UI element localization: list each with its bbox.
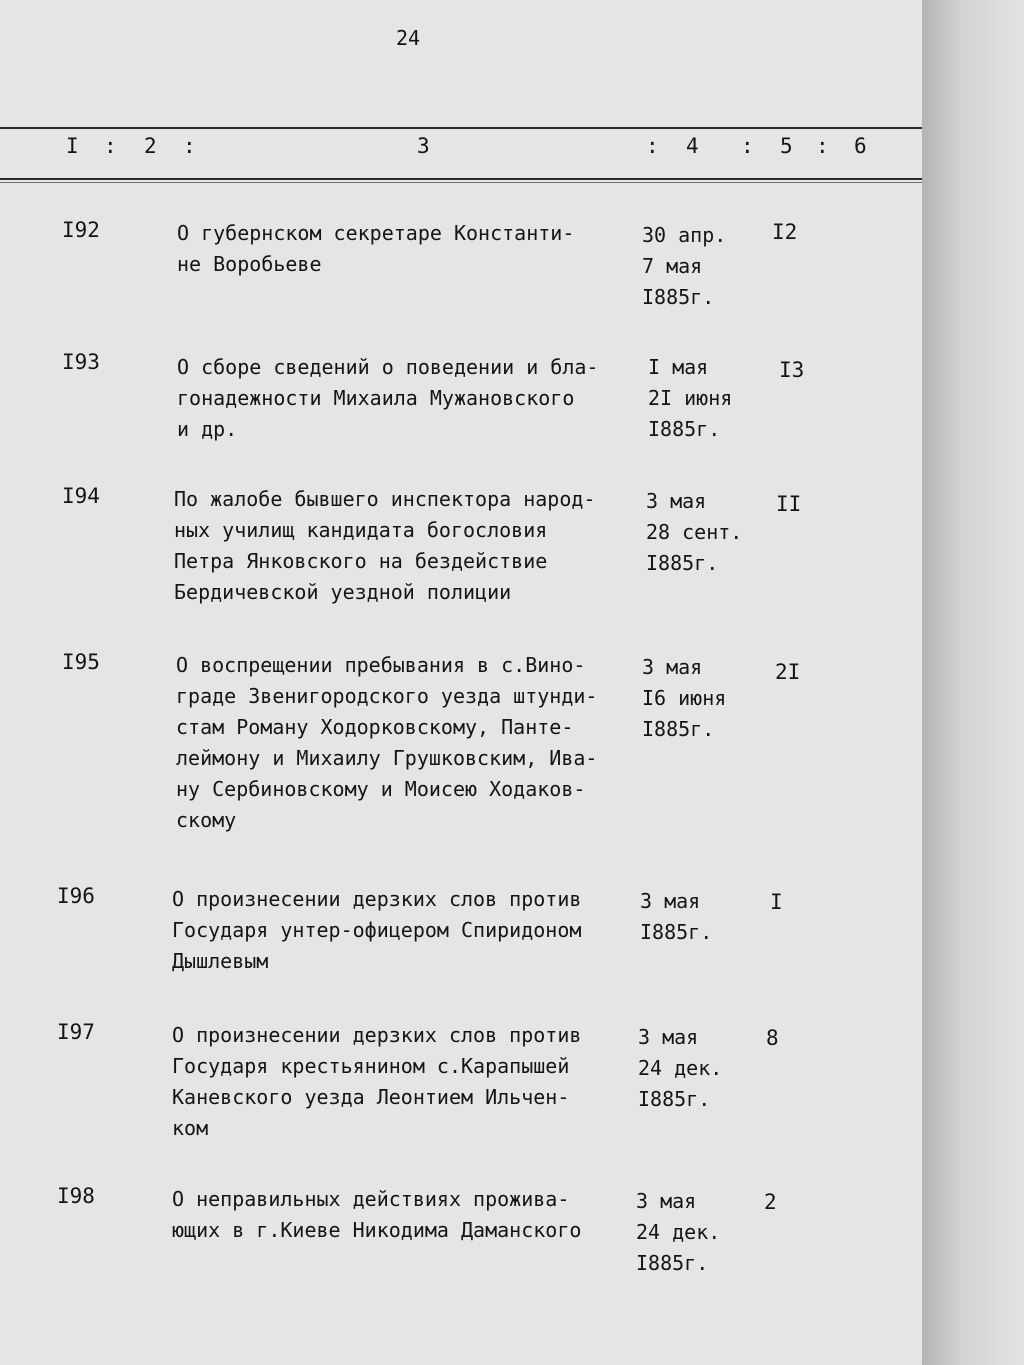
title-line: Государя унтер-офицером Спиридоном	[172, 918, 582, 942]
title-line: ющих в г.Киеве Никодима Даманского	[172, 1218, 582, 1242]
date-line: I885г.	[642, 717, 715, 741]
sheet-count: I2	[772, 220, 798, 244]
entry-number: I94	[62, 484, 100, 508]
column-header-2: 2	[144, 134, 157, 158]
date-line: I мая	[648, 355, 709, 379]
entry-number: I97	[57, 1020, 95, 1044]
date-line: 3 мая	[646, 489, 707, 513]
column-separator: :	[104, 134, 117, 158]
date-line: 28 сент.	[646, 520, 743, 544]
column-separator: :	[741, 134, 754, 158]
date-line: 3 мая	[638, 1025, 699, 1049]
entry-dates	[638, 1022, 722, 1115]
date-line: 24 дек.	[638, 1056, 723, 1080]
title-line: Государя крестьянином с.Карапышей	[172, 1054, 570, 1078]
title-line: О воспрещении пребывания в с.Вино-	[176, 653, 586, 677]
title-line: ных училищ кандидата богословия	[174, 518, 548, 542]
date-line: 24 дек.	[636, 1220, 721, 1244]
date-line: I885г.	[636, 1251, 709, 1275]
entry-number: I92	[62, 218, 100, 242]
title-line: О сборе сведений о поведении и бла-	[177, 355, 599, 379]
date-line: 30 апр.	[642, 223, 727, 247]
title-line: Бердичевской уездной полиции	[174, 580, 512, 604]
column-header-1: I	[66, 134, 79, 158]
entry-title	[172, 1184, 632, 1246]
date-line: 3 мая	[642, 655, 703, 679]
title-line: О неправильных действиях прожива-	[172, 1187, 570, 1211]
sheet-count: I3	[779, 358, 805, 382]
column-header-4: 4	[686, 134, 699, 158]
sheet-count: II	[776, 492, 802, 516]
sheet-count: I	[770, 890, 783, 914]
entry-dates	[640, 886, 712, 948]
date-line: 2I июня	[648, 386, 733, 410]
entry-dates	[646, 486, 742, 579]
entry-title	[177, 218, 637, 280]
title-line: леймону и Михаилу Грушковским, Ива-	[176, 746, 598, 770]
column-separator: :	[183, 134, 196, 158]
entry-title	[172, 884, 632, 977]
entry-title	[176, 650, 636, 836]
title-line: Каневского уезда Леонтием Ильчен-	[172, 1085, 570, 1109]
title-line: О произнесении дерзких слов против	[172, 887, 582, 911]
column-separator: :	[816, 134, 829, 158]
date-line: I6 июня	[642, 686, 727, 710]
title-line: ком	[172, 1116, 209, 1140]
entry-title	[177, 352, 637, 445]
title-line: граде Звенигородского уезда штунди-	[176, 684, 598, 708]
entry-number: I96	[57, 884, 95, 908]
date-line: 7 мая	[642, 254, 703, 278]
column-header-6: 6	[854, 134, 867, 158]
date-line: I885г.	[646, 551, 719, 575]
date-line: I885г.	[648, 417, 721, 441]
column-header-3: 3	[417, 134, 430, 158]
column-separator: :	[646, 134, 659, 158]
title-line: не Воробьеве	[177, 252, 322, 276]
title-line: Дышлевым	[172, 949, 269, 973]
title-line: ну Сербиновскому и Моисею Ходаков-	[176, 777, 586, 801]
sheet-count: 2I	[775, 660, 801, 684]
date-line: 3 мая	[636, 1189, 697, 1213]
page-edge-shadow	[922, 0, 1024, 1365]
sheet-count: 2	[764, 1190, 777, 1214]
title-line: О губернском секретаре Константи-	[177, 221, 575, 245]
column-header-5: 5	[780, 134, 793, 158]
header-rule-thin	[0, 182, 922, 183]
title-line: По жалобе бывшего инспектора народ-	[174, 487, 596, 511]
entry-title	[174, 484, 634, 608]
title-line: скому	[176, 808, 237, 832]
title-line: стам Роману Ходорковскому, Панте-	[176, 715, 574, 739]
entry-number: I98	[57, 1184, 95, 1208]
entry-title	[172, 1020, 632, 1144]
date-line: I885г.	[638, 1087, 711, 1111]
title-line: и др.	[177, 417, 238, 441]
entry-dates	[642, 652, 726, 745]
bleed-through-text	[365, 82, 387, 122]
entry-number: I95	[62, 650, 100, 674]
entry-dates	[636, 1186, 720, 1279]
date-line: I885г.	[640, 920, 713, 944]
header-rule-top	[0, 127, 922, 129]
entry-dates	[648, 352, 732, 445]
page-number: 24	[396, 26, 421, 50]
sheet-count: 8	[766, 1026, 779, 1050]
title-line: О произнесении дерзких слов против	[172, 1023, 582, 1047]
date-line: I885г.	[642, 285, 715, 309]
header-rule-bottom	[0, 178, 922, 180]
entry-dates	[642, 220, 726, 313]
entry-number: I93	[62, 350, 100, 374]
title-line: гонадежности Михаила Мужановского	[177, 386, 575, 410]
title-line: Петра Янковского на бездействие	[174, 549, 548, 573]
date-line: 3 мая	[640, 889, 701, 913]
